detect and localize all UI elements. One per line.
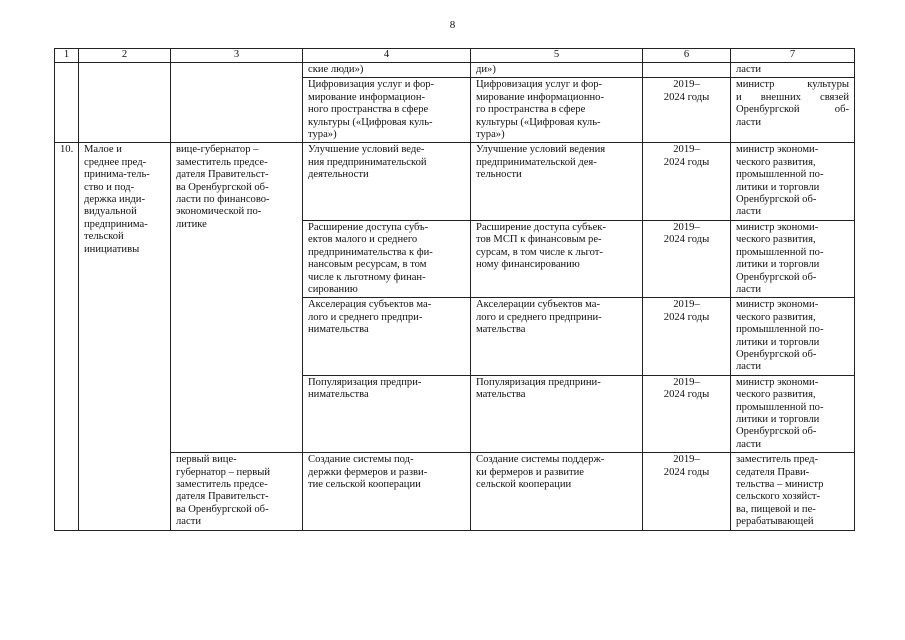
cell-responsible: министр экономи- ческого развития, промышленной по- литики и торговли Оренбургской об- ласти	[731, 143, 855, 220]
cell-curator: первый вице- губернатор – первый заместитель предсе- дателя Правительст- ва Оренбургской об- ласти	[171, 453, 303, 530]
table-row	[55, 143, 855, 220]
cell-event: Улучшение условий веде- ния предпринимательской деятельности	[303, 143, 471, 220]
cell-result: Расширение доступа субъек- тов МСП к финансовым ре- сурсам, в том числе к льгот- ному финансированию	[471, 220, 643, 297]
cell-event: ские люди»)	[303, 63, 471, 78]
cell-result: Цифровизация услуг и фор- мирование информационно- го пространства в сфере культуры («Цифровая куль- тура»)	[471, 78, 643, 143]
cell-event: Популяризация предпри- нимательства	[303, 375, 471, 452]
cell-project-name: Малое и среднее пред- принима-тель- ство и под- держка инди- видуальной предпринима- тельской инициативы	[79, 143, 171, 530]
cell-period: 2019– 2024 годы	[643, 375, 731, 452]
col-number-2: 2	[79, 49, 171, 63]
cell-result: Создание системы поддерж- ки фермеров и развитие сельской кооперации	[471, 453, 643, 530]
col-number-5: 5	[471, 49, 643, 63]
cell-event: Акселерация субъектов ма- лого и среднего предпри- нимательства	[303, 298, 471, 375]
col-number-3: 3	[171, 49, 303, 63]
cell-period-empty	[643, 63, 731, 78]
cell-period: 2019– 2024 годы	[643, 298, 731, 375]
cell-responsible: министр экономи- ческого развития, промышленной по- литики и торговли Оренбургской об- ласти	[731, 220, 855, 297]
cell-project-empty	[79, 63, 171, 143]
page-number: 8	[449, 19, 456, 31]
col-number-1: 1	[55, 49, 79, 63]
cell-responsible: министр культуры и внешних связей Оренбургской об- ласти	[731, 78, 855, 143]
col-number-6: 6	[643, 49, 731, 63]
cell-responsible: ласти	[731, 63, 855, 78]
cell-result: Улучшение условий ведения предпринимательской дея- тельности	[471, 143, 643, 220]
col-number-7: 7	[731, 49, 855, 63]
col-number-4: 4	[303, 49, 471, 63]
cell-result: Популяризация предприни- мательства	[471, 375, 643, 452]
cell-responsible: министр экономи- ческого развития, промышленной по- литики и торговли Оренбургской об- ласти	[731, 298, 855, 375]
table-row	[55, 63, 855, 78]
cell-curator-empty	[171, 63, 303, 143]
cell-curator: вице-губернатор – заместитель предсе- дателя Правительст- ва Оренбургской об- ласти по финансово- экономической по- литике	[171, 143, 303, 453]
program-table	[54, 48, 855, 531]
cell-result: ди»)	[471, 63, 643, 78]
cell-responsible: заместитель пред- седателя Прави- тельства – министр сельского хозяйст- ва, пищевой и пе- рерабатывающей	[731, 453, 855, 530]
cell-period: 2019– 2024 годы	[643, 220, 731, 297]
column-number-row	[55, 49, 855, 63]
cell-event: Создание системы под- держки фермеров и разви- тие сельской кооперации	[303, 453, 471, 530]
cell-period: 2019– 2024 годы	[643, 78, 731, 143]
cell-row-number: 10.	[55, 143, 79, 530]
cell-event: Расширение доступа субъ- ектов малого и среднего предпринимательства к фи- нансовым ресурсам, в том числе к льготному финан- сированию	[303, 220, 471, 297]
cell-num-empty	[55, 63, 79, 143]
table-row	[55, 453, 855, 530]
cell-result: Акселерации субъектов ма- лого и среднего предприни- мательства	[471, 298, 643, 375]
cell-period: 2019– 2024 годы	[643, 143, 731, 220]
cell-responsible: министр экономи- ческого развития, промышленной по- литики и торговли Оренбургской об- ласти	[731, 375, 855, 452]
cell-event: Цифровизация услуг и фор- мирование информацион- ного пространства в сфере культуры («Цифровая куль- тура»)	[303, 78, 471, 143]
cell-period: 2019– 2024 годы	[643, 453, 731, 530]
